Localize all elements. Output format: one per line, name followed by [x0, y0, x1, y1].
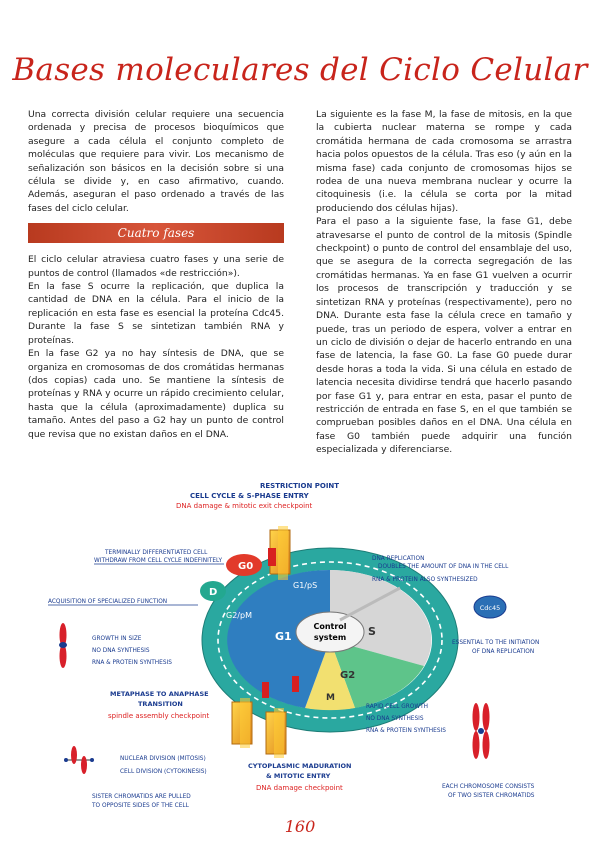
label-g1: G1	[275, 630, 292, 643]
metaphase-check: spindle assembly checkpoint	[108, 712, 210, 720]
terminally-2: WITHDRAW FROM CELL CYCLE INDEFINITELY	[94, 558, 223, 564]
intro-paragraph: Una correcta división celular requiere una secuencia ordenada y precisa de procesos bioquímicos que asegure a cada célula el conjunto completo de moléculas que requiere para vivir. Los mecanismo de señalización son básicos en la decisión sobre si una célula se divide y, en caso afirmativo, cuando. Además, aseguran el paso ordenado a través de las fases del ciclo celular.	[28, 109, 284, 214]
left-column	[28, 108, 284, 441]
page-number: 160	[284, 817, 316, 836]
g2-chromosome	[473, 703, 490, 759]
metaphase-1: METAPHASE TO ANAPHASE	[110, 690, 209, 698]
terminally-1: TERMINALLY DIFFERENTIATED CELL	[105, 550, 208, 556]
s-list-2: RNA & PROTEIN ALSO SYNTHESIZED	[372, 577, 478, 583]
g1-list-2: RNA & PROTEIN SYNTHESIS	[92, 660, 172, 666]
metaphase-2: TRANSITION	[138, 700, 183, 708]
m-list-1: CELL DIVISION (CYTOKINESIS)	[120, 769, 207, 775]
label-g2pm: G2/pM	[226, 611, 252, 620]
each-2: OF TWO SISTER CHROMATIDS	[448, 793, 535, 799]
essential-1: ESSENTIAL TO THE INITIATION	[452, 640, 540, 646]
paragraph-m-phase: La siguiente es la fase M, la fase de mitosis, en la que la cubierta nuclear materna se rompe y cada cromátida hermana de cada cromosoma se arrastra hacia polos opuestos de la célula. Tras eso (y aún en la misma fase) cada conjunto de cromosomas hijos se rodea de una nueva membrana nuclear y ocurre la citoquinesis (i.e. la célula se corta por la mitad produciendo dos células hijas).	[316, 109, 572, 214]
each-1: EACH CHROMOSOME CONSISTS	[442, 784, 535, 790]
cyto-2: & MITOTIC ENTRY	[266, 772, 331, 780]
m-chromosome	[64, 746, 94, 774]
g2-list-1: NO DNA SYNTHESIS	[366, 716, 424, 722]
restriction-title: RESTRICTION POINT	[260, 482, 340, 490]
cyto-check: DNA damage checkpoint	[256, 784, 343, 792]
restriction-check: DNA damage & mitotic exit checkpoint	[176, 502, 313, 510]
label-g0: G0	[238, 561, 254, 572]
control-label-2: system	[313, 633, 347, 642]
essential-2: OF DNA REPLICATION	[472, 649, 535, 655]
cdc45-protein	[474, 596, 506, 618]
sister-1: SISTER CHROMATIDS ARE PULLED	[92, 794, 191, 800]
restriction-checkpoint-box	[268, 526, 290, 580]
cell-cycle-diagram	[0, 470, 600, 815]
cyto-1: CYTOPLASMIC MADURATION	[248, 762, 352, 770]
label-m: M	[326, 693, 335, 703]
paragraph-g1-phase: Para el paso a la siguiente fase, la fase G1, debe atravesarse el punto de control de la mitosis (Spindle checkpoint) o punto de control del ensamblaje del uso, que se asegura de la correcta segregación de las cromátidas hermanas. Ya en fase G1 vuelven a ocurrir los procesos de transcripción y traducción y se sintetizan RNA y proteínas (respectivamente), pero no DNA. Durante esta fase la célula crece en tamaño y puede, tras un periodo de espera, volver a entrar en un ciclo de división o dejar de hacerlo entrando en una fase de latencia, la fase G0. La fase G0 puede durar desde horas a toda la vida. Si una célula en estado de latencia necesita dividirse tendrá que hacerlo pasando por fase G1 y, para entrar en esta, pasar el punto de restricción de entrada en fase S, en el que también se comprueban posibles daños en el DNA. Una célula en fase G0 también puede adquirir una función especializada y diferenciarse.	[316, 216, 572, 456]
g1-chromosome	[59, 623, 67, 668]
svg-text:Cdc45: Cdc45	[479, 604, 501, 612]
label-s: S	[368, 625, 376, 638]
s-list-0: DNA REPLICATION	[372, 556, 425, 562]
page-title: Bases moleculares del Ciclo Celular	[12, 52, 588, 88]
label-g2: G2	[340, 670, 356, 681]
restriction-sub: CELL CYCLE & S-PHASE ENTRY	[190, 492, 309, 500]
s-list-1: DOUBLES THE AMOUNT OF DNA IN THE CELL	[378, 564, 509, 570]
label-g1ps: G1/pS	[293, 581, 318, 590]
m-list-0: NUCLEAR DIVISION (MITOSIS)	[120, 756, 206, 762]
control-label-1: Control	[313, 622, 347, 631]
g2-list-0: RAPID CELL GROWTH	[366, 704, 428, 710]
right-column	[316, 108, 572, 457]
acquisition-label: ACQUISITION OF SPECIALIZED FUNCTION	[48, 599, 168, 605]
section-banner: Cuatro fases	[28, 223, 284, 243]
paragraph-g2-phase: En la fase G2 ya no hay síntesis de DNA, que se organiza en cromosomas de dos cromátidas hermanas (dos copias) cada uno. Se mantiene la síntesis de proteínas y RNA y ocurre un rápido crecimiento celular, hasta que la célula (aproximadamente) duplica su tamaño. Antes del paso a G2 hay un punto de control que revisa que no existan daños en el DNA.	[28, 348, 284, 440]
label-d: D	[209, 587, 218, 598]
g1-list-1: NO DNA SYNTHESIS	[92, 648, 150, 654]
sister-2: TO OPPOSITE SIDES OF THE CELL	[92, 803, 189, 809]
g1-list-0: GROWTH IN SIZE	[92, 636, 142, 642]
g2-list-2: RNA & PROTEIN SYNTHESIS	[366, 728, 446, 734]
paragraph-s-phase: En la fase S ocurre la replicación, que duplica la cantidad de DNA en la célula. Para el inicio de la replicación en esta fase es esencial la proteína Cdc45. Durante la fase S se sintetizan también RNA y proteínas.	[28, 281, 284, 346]
paragraph-phases: El ciclo celular atraviesa cuatro fases y una serie de puntos de control (llamados «de restricción»).	[28, 254, 284, 279]
